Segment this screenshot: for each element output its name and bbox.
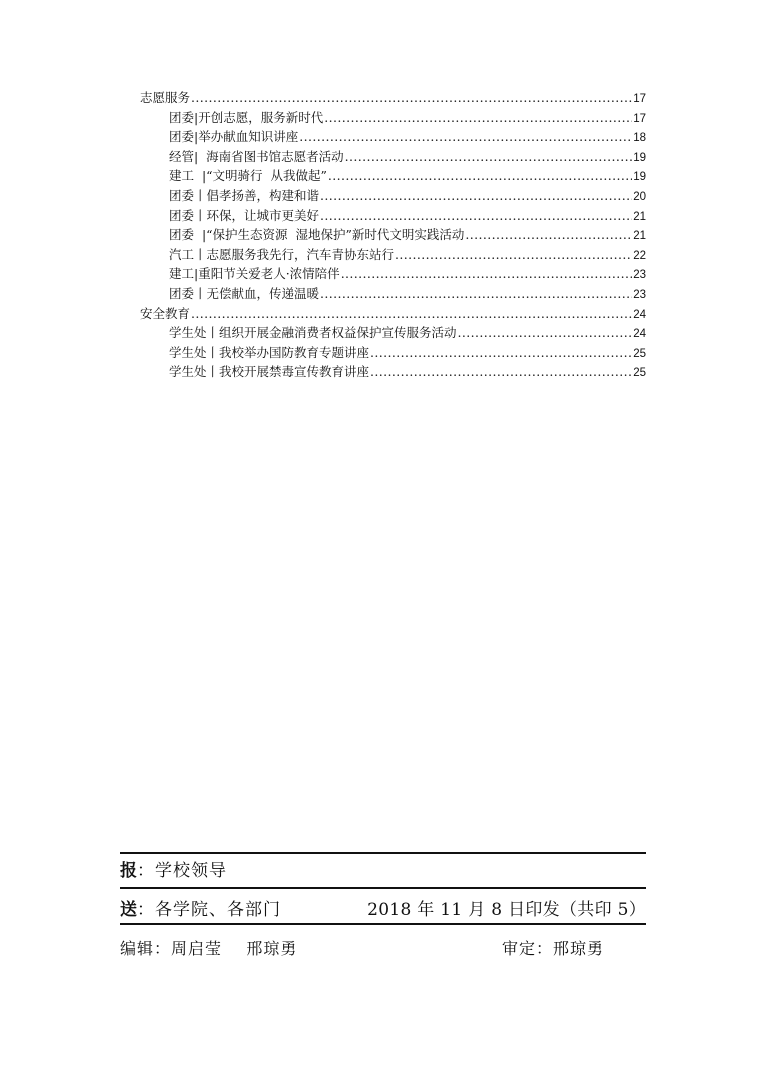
editor-row bbox=[120, 936, 646, 959]
toc-entry[interactable] bbox=[140, 206, 646, 226]
toc-entry-title: 建工|重阳节关爱老人·浓情陪伴 bbox=[169, 266, 340, 282]
toc-entry-page: 24 bbox=[633, 328, 646, 341]
toc-entry[interactable] bbox=[140, 166, 646, 186]
toc-leader-dots bbox=[328, 166, 632, 186]
toc-entry-title: 安全教育 bbox=[140, 305, 191, 321]
toc-entry[interactable] bbox=[140, 88, 646, 108]
issue-date: 2018 年 11 月 8 日印发（共印 5） bbox=[367, 900, 646, 920]
toc-entry-page: 18 bbox=[633, 132, 646, 145]
toc-leader-dots bbox=[299, 127, 632, 147]
toc-leader-dots bbox=[370, 343, 632, 363]
toc-leader-dots bbox=[370, 362, 632, 382]
toc-entry[interactable] bbox=[140, 264, 646, 284]
toc-leader-dots bbox=[324, 108, 632, 128]
footer-rule-middle bbox=[120, 887, 646, 889]
toc-entry-page: 21 bbox=[633, 230, 646, 243]
reviewer-text: 审定：邢琼勇 bbox=[501, 939, 604, 958]
toc-entry[interactable] bbox=[140, 284, 646, 304]
toc-leader-dots bbox=[191, 304, 632, 324]
toc-entry-title: 团委 |“保护生态资源 湿地保护”新时代文明实践活动 bbox=[169, 227, 465, 243]
footer-rule-top bbox=[120, 852, 646, 854]
toc-entry[interactable] bbox=[140, 245, 646, 265]
toc-entry-title: 学生处丨我校举办国防教育专题讲座 bbox=[169, 344, 370, 360]
report-label: 报 bbox=[120, 861, 137, 881]
toc-entry-page: 19 bbox=[633, 171, 646, 184]
toc-entry-title: 学生处丨我校开展禁毒宣传教育讲座 bbox=[169, 364, 370, 380]
toc-entry-page: 25 bbox=[633, 347, 646, 360]
toc-entry[interactable] bbox=[140, 362, 646, 382]
toc-entry-title: 志愿服务 bbox=[140, 90, 191, 105]
send-label: 送 bbox=[120, 900, 137, 920]
send-row bbox=[120, 895, 646, 920]
toc-leader-dots bbox=[191, 88, 632, 108]
toc-leader-dots bbox=[395, 245, 632, 265]
toc-leader-dots bbox=[320, 186, 632, 206]
toc-entry-page: 23 bbox=[633, 269, 646, 282]
toc-entry-page: 21 bbox=[633, 210, 646, 223]
toc-entry[interactable] bbox=[140, 147, 646, 167]
editor-text: 编辑：周启莹 邢琼勇 bbox=[120, 939, 298, 958]
toc-entry[interactable] bbox=[140, 304, 646, 324]
toc-entry[interactable] bbox=[140, 225, 646, 245]
toc-leader-dots bbox=[341, 264, 633, 284]
toc-entry[interactable] bbox=[140, 343, 646, 363]
report-value: ：学校领导 bbox=[137, 861, 227, 881]
toc-entry[interactable] bbox=[140, 186, 646, 206]
toc-entry-title: 团委丨倡孝扬善，构建和谐 bbox=[169, 187, 320, 203]
toc-entry-title: 建工 |“文明骑行 从我做起” bbox=[169, 168, 327, 184]
footer-rule-bottom bbox=[120, 923, 646, 925]
toc-leader-dots bbox=[320, 206, 632, 226]
send-value: ：各学院、各部门 bbox=[137, 900, 281, 920]
toc-entry-page: 24 bbox=[633, 308, 646, 321]
toc-entry-title: 团委丨环保，让城市更美好 bbox=[169, 207, 320, 223]
toc-entry-title: 团委|举办献血知识讲座 bbox=[169, 129, 299, 145]
toc-entry-page: 17 bbox=[633, 112, 646, 125]
toc-entry-title: 学生处丨组织开展金融消费者权益保护宣传服务活动 bbox=[169, 325, 457, 341]
toc-leader-dots bbox=[465, 225, 632, 245]
toc-entry-title: 汽工丨志愿服务我先行，汽车青协东站行 bbox=[169, 246, 395, 262]
toc-leader-dots bbox=[345, 147, 633, 167]
toc-entry[interactable] bbox=[140, 127, 646, 147]
toc-entry-page: 22 bbox=[633, 249, 646, 262]
table-of-contents bbox=[140, 88, 646, 382]
toc-entry-page: 17 bbox=[633, 93, 646, 105]
toc-entry-page: 25 bbox=[633, 367, 646, 380]
toc-entry-page: 19 bbox=[633, 151, 646, 164]
toc-leader-dots bbox=[458, 323, 633, 343]
toc-entry-title: 团委丨无偿献血，传递温暖 bbox=[169, 285, 320, 301]
toc-entry-title: 经管| 海南省图书馆志愿者活动 bbox=[169, 148, 344, 164]
toc-entry-page: 23 bbox=[633, 288, 646, 301]
toc-entry[interactable] bbox=[140, 323, 646, 343]
toc-entry-page: 20 bbox=[633, 190, 646, 203]
toc-leader-dots bbox=[320, 284, 632, 304]
toc-entry[interactable] bbox=[140, 108, 646, 128]
report-row bbox=[120, 856, 646, 881]
toc-entry-title: 团委|开创志愿，服务新时代 bbox=[169, 109, 324, 125]
